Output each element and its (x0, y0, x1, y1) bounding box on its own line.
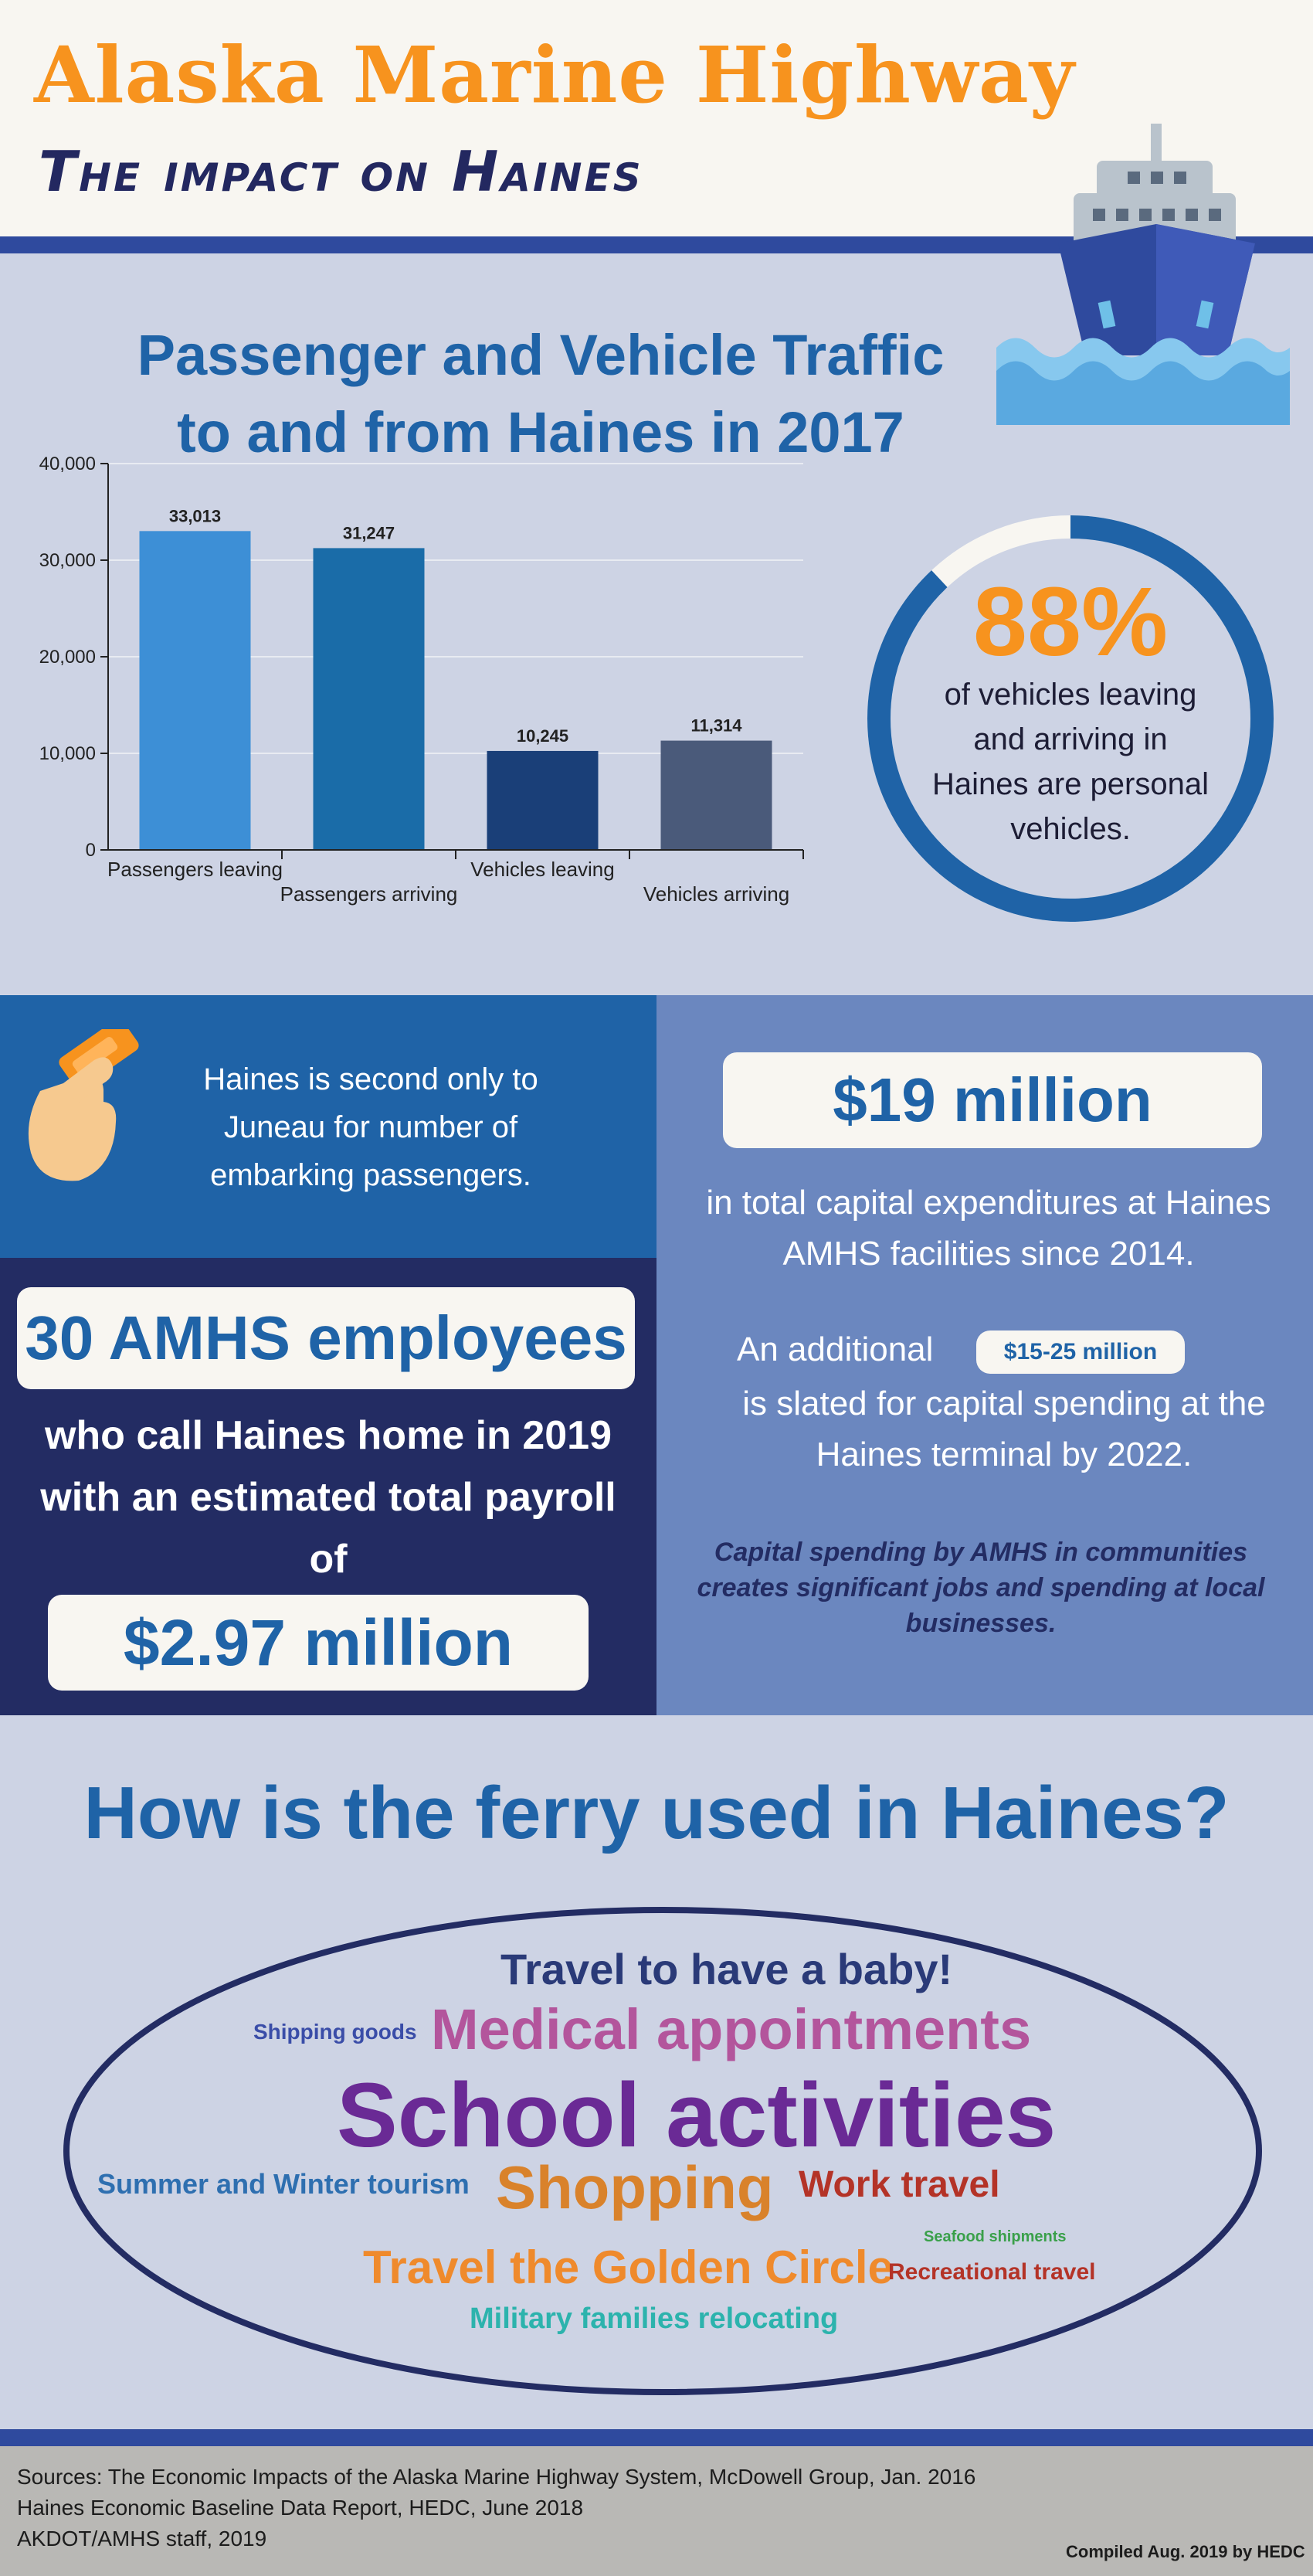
additional-lead: An additional (737, 1330, 934, 1368)
y-tick-label: 0 (85, 840, 96, 861)
x-category-label: Vehicles arriving (643, 882, 790, 906)
bar (314, 548, 425, 850)
x-category-label: Vehicles leaving (470, 858, 615, 881)
bar-value-label: 33,013 (168, 506, 222, 526)
word-recreational-travel: Recreational travel (888, 2259, 1096, 2285)
word-military-families: Military families relocating (470, 2302, 839, 2335)
chart-title-line2: to and from Haines in 2017 (177, 400, 904, 464)
source-line-3: AKDOT/AMHS staff, 2019 (17, 2527, 267, 2551)
y-tick-label: 10,000 (39, 743, 96, 764)
donut-label (862, 567, 1279, 851)
word-seafood-shipments: Seafood shipments (924, 2228, 1067, 2245)
chart-title-line1: Passenger and Vehicle Traffic (137, 323, 945, 387)
capital-text: in total capital expenditures at Haines AMHS facilities since 2014. (706, 1184, 1271, 1273)
source-line-2: Haines Economic Baseline Data Report, HEDC, June 2018 (17, 2496, 584, 2520)
chart-title (77, 317, 1004, 471)
employees-headline: 30 AMHS employees (17, 1287, 635, 1389)
ferry-ship-icon (996, 116, 1290, 425)
chart-bars (140, 506, 772, 850)
word-work-travel: Work travel (799, 2164, 1000, 2205)
capital-headline: $19 million (723, 1052, 1262, 1148)
word-shopping: Shopping (496, 2153, 774, 2221)
word-school-activities: School activities (337, 2065, 1057, 2166)
pointing-hand-icon (17, 1029, 148, 1191)
bar-value-label: 31,247 (342, 523, 395, 543)
x-category-label: Passengers arriving (280, 882, 458, 906)
bar (140, 531, 251, 850)
compiled-credit: Compiled Aug. 2019 by HEDC (1066, 2542, 1305, 2561)
donut-percent: 88% (972, 567, 1169, 676)
sources (17, 2462, 975, 2554)
x-category-label: Passengers leaving (107, 858, 283, 881)
chart-x-axis (107, 850, 803, 906)
additional-amount: $15-25 million (976, 1330, 1185, 1374)
traffic-bar-chart (15, 456, 834, 966)
usage-title: How is the ferry used in Haines? (83, 1772, 1230, 1854)
donut-description: of vehicles leaving and arriving in Haines are personal vehicles. (932, 678, 1209, 846)
main-title: Alaska Marine Highway (34, 29, 1075, 121)
employees-text: who call Haines home in 2019 with an estimated total payroll of (40, 1413, 616, 1582)
additional-text: is slated for capital spending at the Haines terminal by 2022. (742, 1385, 1266, 1473)
footer-divider (0, 2429, 1313, 2446)
word-medical-appointments: Medical appointments (431, 1997, 1032, 2061)
y-tick-label: 30,000 (39, 550, 96, 571)
bar (487, 751, 599, 850)
chart-y-axis (39, 456, 108, 861)
bar (661, 741, 772, 850)
capital-note: Capital spending by AMHS in communities creates significant jobs and spending at local businesses. (697, 1538, 1265, 1638)
y-tick-label: 20,000 (39, 647, 96, 668)
subtitle: The impact on Haines (39, 139, 643, 204)
word-travel-baby: Travel to have a baby! (500, 1945, 953, 1993)
bar-value-label: 11,314 (690, 715, 742, 736)
word-summer-winter-tourism: Summer and Winter tourism (97, 2168, 470, 2200)
word-golden-circle: Travel the Golden Circle (363, 2241, 894, 2293)
payroll-amount: $2.97 million (48, 1595, 589, 1691)
juneau-stat: Haines is second only to Juneau for number of embarking passengers. (203, 1062, 538, 1192)
source-line-1: Sources: The Economic Impacts of the Alaska Marine Highway System, McDowell Group, Jan. 2016 (17, 2465, 976, 2489)
word-shipping-goods: Shipping goods (253, 2020, 417, 2044)
bar-value-label: 10,245 (516, 726, 569, 746)
y-tick-label: 40,000 (39, 456, 96, 474)
